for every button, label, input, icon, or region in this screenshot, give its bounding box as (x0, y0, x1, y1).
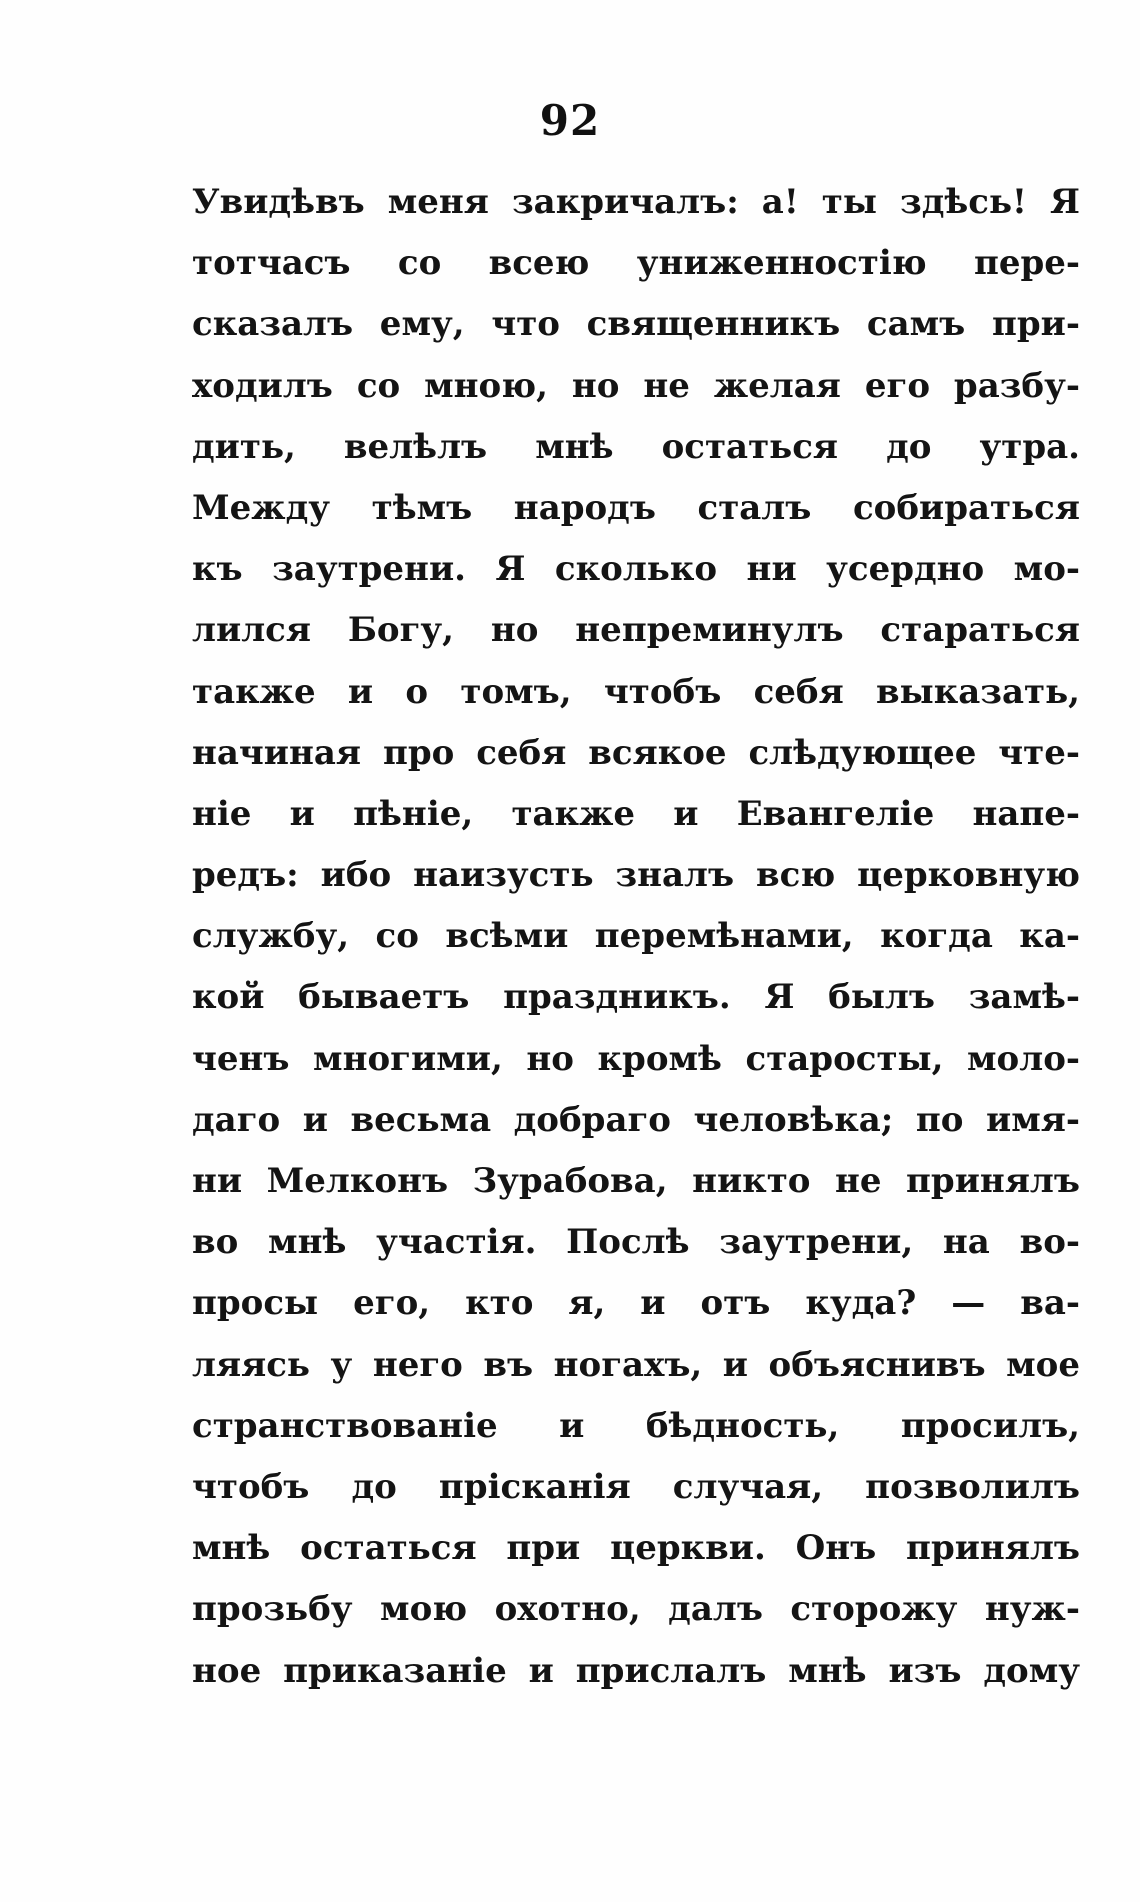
text-line: ходилъ со мною, но не желая его разбу- (192, 365, 1080, 406)
text-line: дить, велѣлъ мнѣ остаться до утра. (192, 426, 1080, 467)
text-line: ніе и пѣніе, также и Евангеліе напе- (192, 793, 1080, 834)
text-line: кой бываетъ праздникъ. Я былъ замѣ- (192, 977, 1080, 1018)
text-line: ни Мелконъ Зурабова, никто не принялъ (192, 1161, 1080, 1201)
text-line: чтобъ до прісканія случая, позволилъ (192, 1466, 1080, 1507)
text-line: начиная про себя всякое слѣдующее чте- (192, 732, 1080, 773)
text-line: прозьбу мою охотно, далъ сторожу нуж- (192, 1589, 1080, 1630)
text-line: тотчасъ со всею униженностію пере- (192, 243, 1080, 284)
text-line: ляясь у него въ ногахъ, и объяснивъ мое (192, 1344, 1080, 1385)
text-line: ченъ многими, но кромѣ старосты, моло- (192, 1038, 1080, 1079)
body-text (192, 172, 1080, 1702)
page-number: 92 (539, 96, 601, 145)
text-line: даго и весьма добраго человѣка; по имя- (192, 1099, 1080, 1140)
text-line: Увидѣвъ меня закричалъ: а! ты здѣсь! Я (192, 182, 1080, 222)
text-line: службу, со всѣми перемѣнами, когда ка- (192, 916, 1080, 957)
text-line: лился Богу, но непреминулъ стараться (192, 610, 1080, 651)
text-line: редъ: ибо наизусть зналъ всю церковную (192, 855, 1080, 896)
text-line: сказалъ ему, что священникъ самъ при- (192, 304, 1080, 345)
text-line: также и о томъ, чтобъ себя выказать, (192, 671, 1080, 712)
text-line: странствованіе и бѣдность, просилъ, (192, 1405, 1080, 1446)
text-line: ное приказаніе и прислалъ мнѣ изъ дому (192, 1650, 1080, 1691)
text-line: во мнѣ участія. Послѣ заутрени, на во- (192, 1222, 1080, 1263)
text-line: Между тѣмъ народъ сталъ собираться (192, 487, 1080, 528)
text-line: просы его, кто я, и отъ куда? — ва- (192, 1283, 1080, 1324)
text-line: мнѣ остаться при церкви. Онъ принялъ (192, 1528, 1080, 1569)
text-line: къ заутрени. Я сколько ни усердно мо- (192, 549, 1080, 590)
